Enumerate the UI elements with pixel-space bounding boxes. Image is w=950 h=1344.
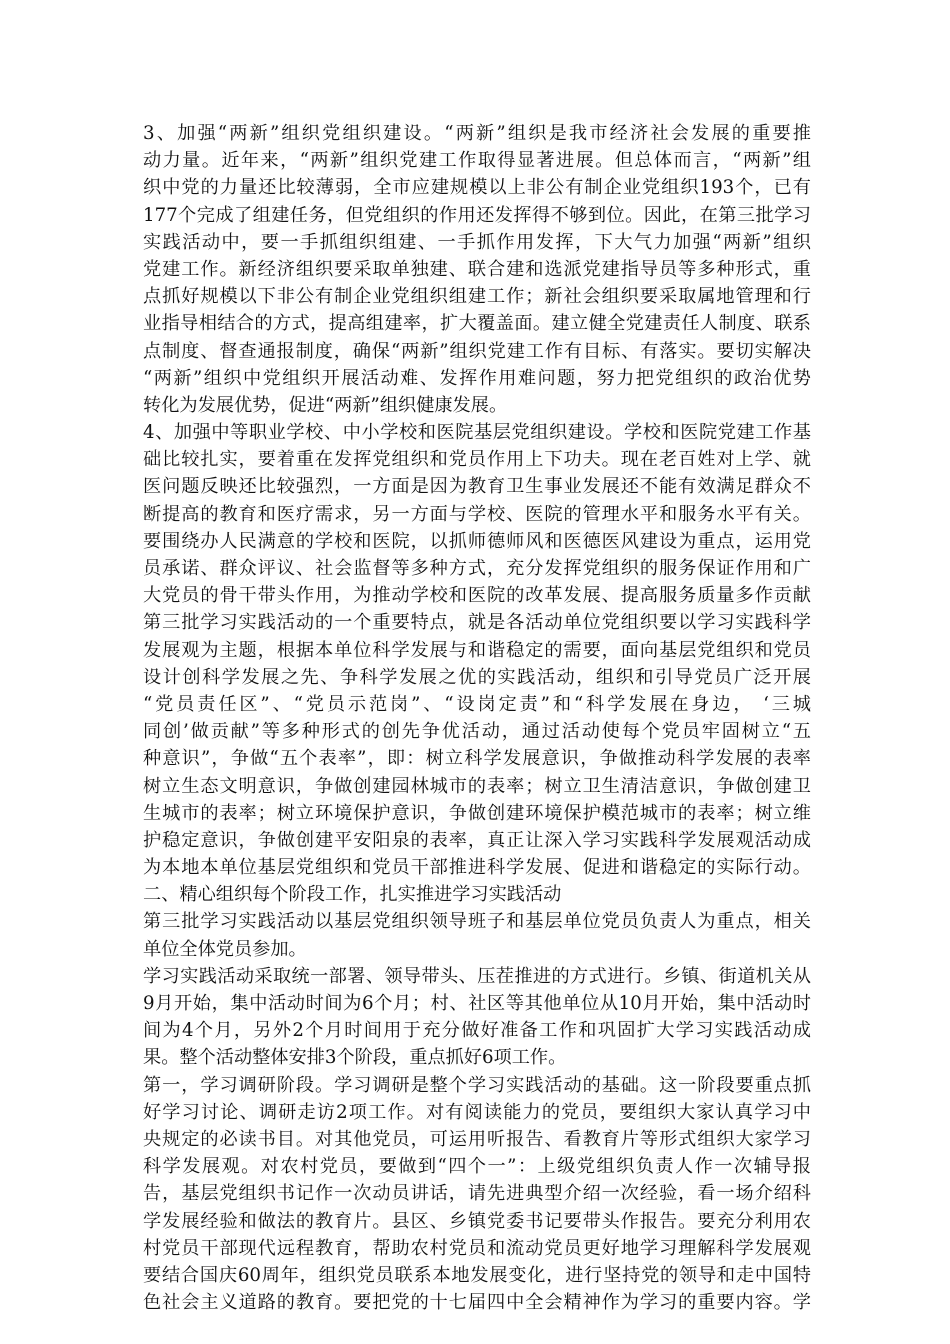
text-line: 点抓好规模以下非公有制企业党组织组建工作；新社会组织要采取属地管理和行 xyxy=(143,286,811,308)
text-line: 种意识”，争做“五个表率”，即：树立科学发展意识，争做推动科学发展的表率 xyxy=(143,748,811,770)
text-line: 业指导相结合的方式，提高组建率，扩大覆盖面。建立健全党建责任人制度、联系 xyxy=(143,313,811,335)
text-line: 好学习讨论、调研走访2项工作。对有阅读能力的党员，要组织大家认真学习中 xyxy=(143,1101,811,1123)
text-line: 同创’做贡献”等多种形式的创先争优活动，通过活动使每个党员牢固树立“五 xyxy=(143,721,811,743)
text-line: 转化为发展优势，促进“两新”组织健康发展。 xyxy=(143,394,508,416)
text-line: 设计创科学发展之先、争科学发展之优的实践活动，组织和引导党员广泛开展 xyxy=(143,666,811,688)
text-line: 色社会主义道路的教育。要把党的十七届四中全会精神作为学习的重要内容。学 xyxy=(143,1292,811,1314)
text-line: 单位全体党员参加。 xyxy=(143,938,307,960)
text-line: 3、加强“两新”组织党组织建设。“两新”组织是我市经济社会发展的重要推 xyxy=(143,123,811,144)
text-line: 护稳定意识，争做创建平安阳泉的表率，真正让深入学习实践科学发展观活动成 xyxy=(143,829,811,851)
text-line: 央规定的必读书目。对其他党员，可运用听报告、看教育片等形式组织大家学习 xyxy=(143,1128,811,1150)
text-line: 员承诺、群众评议、社会监督等多种方式，充分发挥党组织的服务保证作用和广 xyxy=(143,558,811,579)
text-line: 动力量。近年来，“两新”组织党建工作取得显著进展。但总体而言，“两新”组 xyxy=(143,150,811,172)
text-line: 间为4个月，另外2个月时间用于充分做好准备工作和巩固扩大学习实践活动成 xyxy=(143,1020,811,1042)
text-line: 大党员的骨干带头作用，为推动学校和医院的改革发展、提高服务质量多作贡献 xyxy=(143,585,811,607)
text-line: 村党员干部现代远程教育，帮助农村党员和流动党员更好地学习理解科学发展观 xyxy=(143,1237,811,1259)
text-line: 告，基层党组织书记作一次动员讲话，请先进典型介绍一次经验，看一场介绍科 xyxy=(143,1183,811,1205)
text-line: 第三批学习实践活动的一个重要特点，就是各活动单位党组织要以学习实践科学 xyxy=(143,612,811,634)
text-line: 学习实践活动采取统一部署、领导带头、压茬推进的方式进行。乡镇、街道机关从 xyxy=(143,965,811,987)
text-line: 生城市的表率；树立环境保护意识，争做创建环境保护模范城市的表率；树立维 xyxy=(143,802,811,824)
text-line: 医问题反映还比较强烈，一方面是因为教育卫生事业发展还不能有效满足群众不 xyxy=(143,476,811,498)
text-line: 断提高的教育和医疗需求，另一方面与学校、医院的管理水平和服务水平有关。 xyxy=(143,503,811,525)
text-line: 科学发展观。对农村党员，要做到“四个一”：上级党组织负责人作一次辅导报 xyxy=(143,1156,811,1178)
text-line: 要围绕办人民满意的学校和医院，以抓师德师风和医德医风建设为重点，运用党 xyxy=(143,530,811,552)
text-line: 第一，学习调研阶段。学习调研是整个学习实践活动的基础。这一阶段要重点抓 xyxy=(143,1074,811,1096)
text-line: 果。整个活动整体安排3个阶段，重点抓好6项工作。 xyxy=(143,1047,567,1069)
text-line: “两新”组织中党组织开展活动难、发挥作用难问题，努力把党组织的政治优势 xyxy=(143,367,811,389)
text-line: 树立生态文明意识，争做创建园林城市的表率；树立卫生清洁意识，争做创建卫 xyxy=(143,775,811,797)
document-body xyxy=(143,120,811,1316)
text-line: 织中党的力量还比较薄弱，全市应建规模以上非公有制企业党组织193个，已有 xyxy=(143,177,811,199)
text-line: 发展观为主题，根据本单位科学发展与和谐稳定的需要，面向基层党组织和党员 xyxy=(143,639,811,661)
text-line: 为本地本单位基层党组织和党员干部推进科学发展、促进和谐稳定的实际行动。 xyxy=(143,857,811,879)
text-line: 要结合国庆60周年，组织党员联系本地发展变化，进行坚持党的领导和走中国特 xyxy=(143,1264,811,1286)
text-line: 177个完成了组建任务，但党组织的作用还发挥得不够到位。因此，在第三批学习 xyxy=(143,204,811,226)
text-line: 党建工作。新经济组织要采取单独建、联合建和选派党建指导员等多种形式，重 xyxy=(143,258,811,280)
text-line: “党员责任区”、“党员示范岗”、“设岗定责”和“科学发展在身边， ‘三城 xyxy=(143,693,811,715)
text-line: 第三批学习实践活动以基层党组织领导班子和基层单位党员负责人为重点，相关 xyxy=(143,911,811,933)
text-line: 点制度、督查通报制度，确保“两新”组织党建工作有目标、有落实。要切实解决 xyxy=(143,340,811,362)
text-line: 础比较扎实，要着重在发挥党组织和党员作用上下功夫。现在老百姓对上学、就 xyxy=(143,449,811,471)
text-line: 学发展经验和做法的教育片。县区、乡镇党委书记要带头作报告。要充分利用农 xyxy=(143,1210,811,1232)
text-line: 4、加强中等职业学校、中小学校和医院基层党组织建设。学校和医院党建工作基 xyxy=(143,422,811,444)
text-line: 9月开始，集中活动时间为6个月；村、社区等其他单位从10月开始，集中活动时 xyxy=(143,993,811,1014)
text-line: 实践活动中，要一手抓组织组建、一手抓作用发挥，下大气力加强“两新”组织 xyxy=(143,231,811,253)
text-line: 二、精心组织每个阶段工作，扎实推进学习实践活动 xyxy=(143,884,562,906)
